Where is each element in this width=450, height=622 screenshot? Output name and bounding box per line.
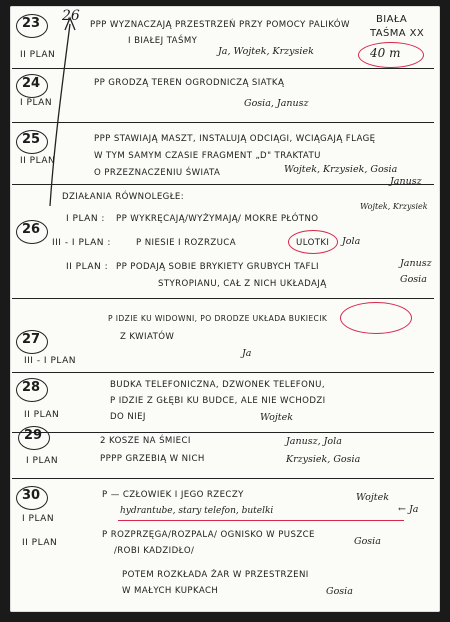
scene-line: PPPP GRZEBIĄ W NICH [100, 454, 205, 464]
actor-names: Krzysiek, Gosia [286, 454, 361, 465]
scene-line: O PRZEZNACZENIU ŚWIATA [94, 168, 221, 178]
divider [12, 432, 434, 433]
scene-line: P IDZIE KU WIDOWNI, PO DRODZE UKŁADA BUKIECIK [108, 314, 328, 323]
actor-names: Gosia [326, 586, 353, 597]
scene-number: 24 [22, 76, 41, 91]
scene-line: PPP WYZNACZAJĄ PRZESTRZEŃ PRZY POMOCY PALIKÓW [90, 20, 350, 30]
scene-number: 23 [22, 16, 41, 31]
scene-number: 26 [22, 222, 41, 237]
scene-line: /ROBI KADZIDŁO/ [114, 546, 195, 556]
actor-names: Wojtek, Krzysiek, Gosia [284, 164, 398, 175]
arrow-label: 26 [62, 8, 80, 24]
scene-plan: II PLAN [20, 156, 56, 166]
divider [12, 478, 434, 479]
scene-line: I BIAŁEJ TAŚMY [128, 36, 198, 46]
scene-plan: I PLAN [26, 456, 59, 466]
scene-line: PP PODAJĄ SOBIE BRYKIETY GRUBYCH TAFLI [116, 262, 319, 272]
circled-word-circle [340, 302, 412, 334]
actor-names: Wojtek [260, 412, 293, 423]
scene-line: POTEM ROZKŁADA ŻAR W PRZESTRZENI [122, 570, 309, 580]
scene-line: DO NIEJ [110, 412, 146, 422]
scene-header: DZIAŁANIA RÓWNOLEGŁE: [62, 192, 185, 202]
scene-line: PP GRODZĄ TEREN OGRODNICZĄ SIATKĄ [94, 78, 285, 88]
scene-line: W MAŁYCH KUPKACH [122, 586, 219, 596]
scene-plan: I PLAN : [66, 214, 105, 224]
scene-line: P NIESIE I ROZRZUCA [136, 238, 236, 248]
actor-names: Ja, Wojtek, Krzysiek [218, 46, 314, 57]
scene-plan: II PLAN [22, 538, 58, 548]
scene-number: 30 [22, 488, 41, 503]
scene-plan: I PLAN [22, 514, 55, 524]
circled-word: ULOTKI [296, 238, 330, 248]
divider [12, 68, 434, 69]
scene-plan: III - I PLAN : [52, 238, 111, 248]
scene-plan: II PLAN [24, 410, 60, 420]
scene-line: P IDZIE Z GŁĘBI KU BUDCE, ALE NIE WCHODZI [110, 396, 326, 406]
actor-names: Gosia [400, 274, 427, 285]
script-page [10, 6, 440, 612]
scene-line: Z KWIATÓW [120, 332, 175, 342]
scene-line: STYROPIANU, CAŁ Z NICH UKŁADAJĄ [158, 279, 327, 289]
actor-names: Wojtek, Krzysiek [360, 202, 428, 211]
scene-line: BUDKA TELEFONICZNA, DZWONEK TELEFONU, [110, 380, 325, 390]
note-line: TAŚMA XX [370, 28, 425, 39]
divider [12, 372, 434, 373]
actor-names: Gosia [354, 536, 381, 547]
arrow-note: ← Ja [398, 504, 419, 515]
divider [12, 184, 434, 185]
scene-line: PPP STAWIAJĄ MASZT, INSTALUJĄ ODCIĄGI, WCIĄGAJĄ FLAGĘ [94, 134, 376, 144]
scene-line: PP WYKRĘCAJĄ/WYŻYMAJĄ/ MOKRE PŁÓTNO [116, 214, 319, 224]
actor-names: Gosia, Janusz [244, 98, 309, 109]
scene-plan: II PLAN : [66, 262, 109, 272]
red-underline [118, 520, 404, 521]
actor-names: Ja [242, 348, 252, 359]
note-size: 40 m [370, 46, 401, 60]
actor-names: Janusz [400, 258, 432, 269]
actor-names: Janusz [390, 176, 422, 187]
scene-line: P — CZŁOWIEK I JEGO RZECZY [102, 490, 244, 500]
scene-number: 25 [22, 132, 41, 147]
scene-number: 27 [22, 332, 41, 347]
note-line: BIAŁA [376, 14, 408, 25]
actor-names: Wojtek [356, 492, 389, 503]
divider [12, 122, 434, 123]
scene-plan: II PLAN [20, 50, 56, 60]
scene-line: 2 KOSZE NA ŚMIECI [100, 436, 191, 446]
scene-plan: III - I PLAN [24, 356, 76, 366]
scene-number: 28 [22, 380, 41, 395]
scene-line: P ROZPRZĘGA/ROZPALA/ OGNISKO W PUSZCE [102, 530, 315, 540]
scene-line: W TYM SAMYM CZASIE FRAGMENT „D" TRAKTATU [94, 151, 321, 161]
actor-names: Janusz, Jola [286, 436, 342, 447]
scene-line: hydrantube, stary telefon, butelki [120, 506, 274, 516]
actor-names: Jola [342, 236, 361, 247]
scene-plan: I PLAN [20, 98, 53, 108]
scene-number: 29 [24, 428, 43, 443]
divider [12, 298, 434, 299]
